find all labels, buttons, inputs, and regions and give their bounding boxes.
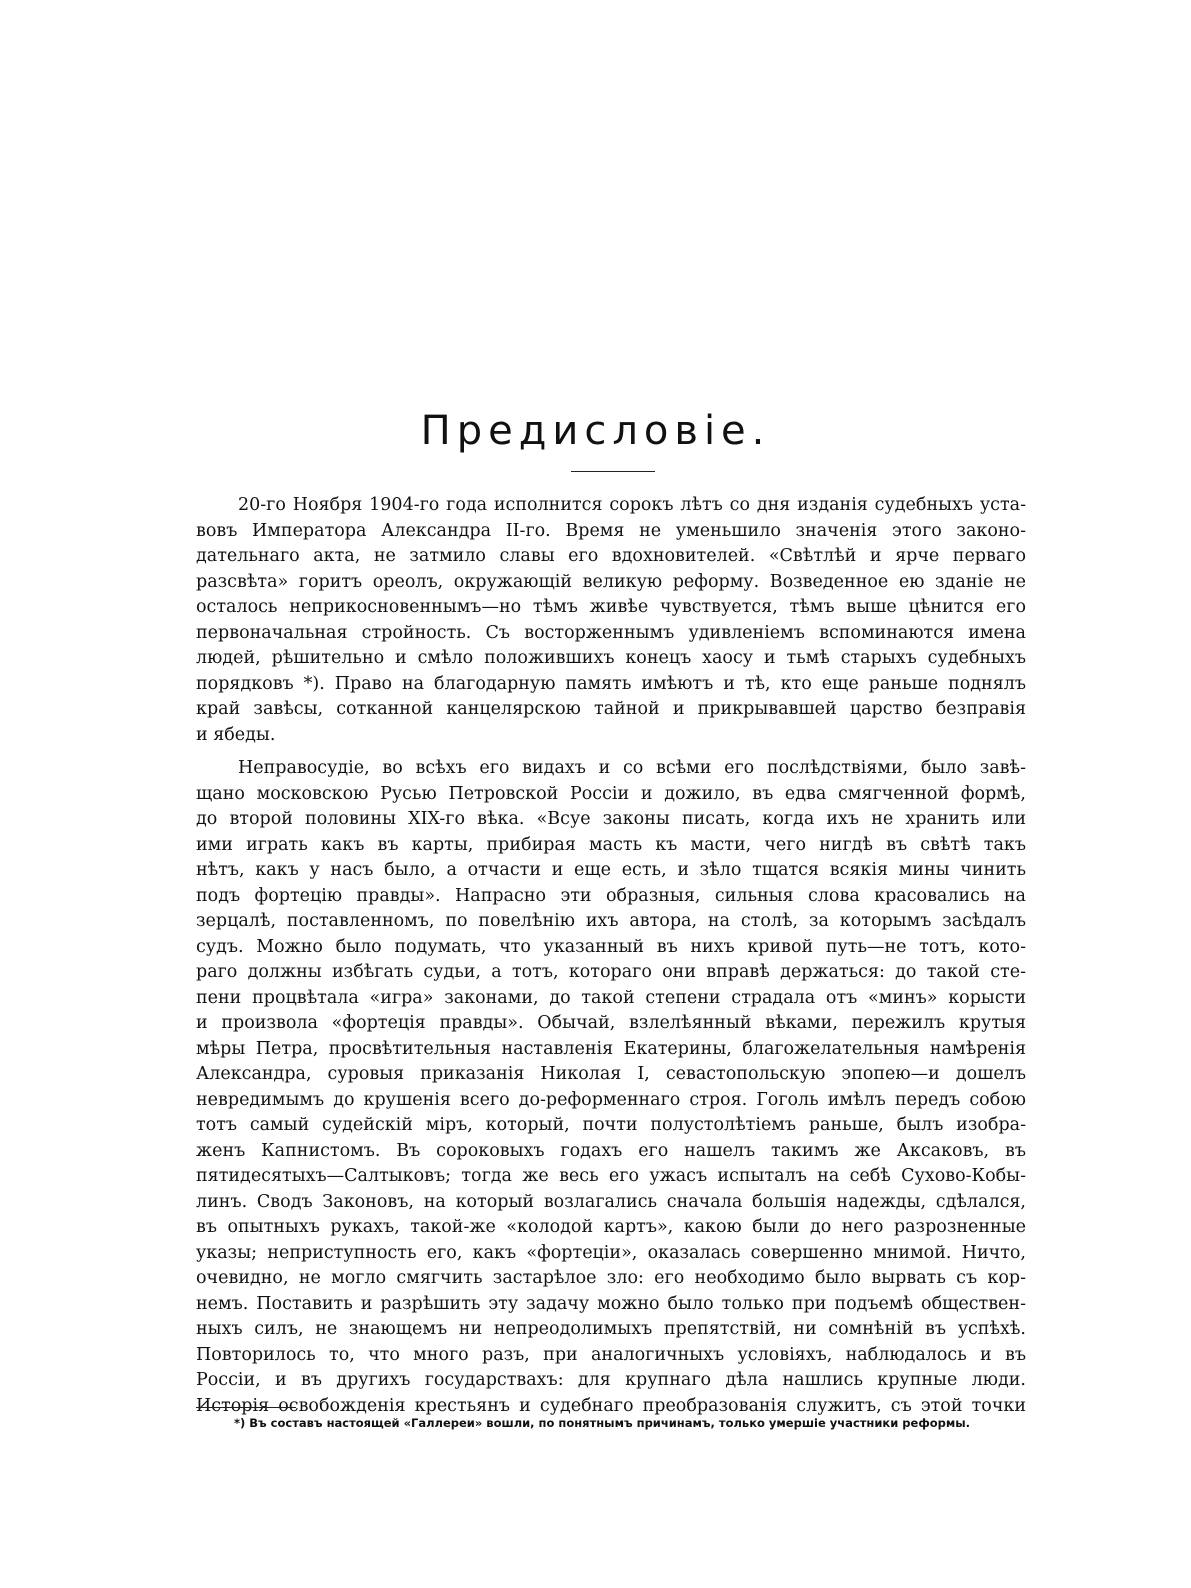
text-line: ими играть какъ въ карты, прибирая масть къ масти, чего нигдѣ въ свѣтѣ такъ xyxy=(196,834,1026,855)
text-line: судъ. Можно было подумать, что указанный въ нихъ кривой путь—не тотъ, кото- xyxy=(196,936,1026,957)
text-line: до второй половины XIX-го вѣка. «Всуе законы писать, когда ихъ не хранить или xyxy=(196,809,1026,829)
page-title: Предисловіе. xyxy=(420,408,771,454)
text-line: Россіи, и въ другихъ государствахъ: для крупнаго дѣла нашлись крупные люди. xyxy=(196,1370,1026,1390)
text-line: пени процвѣтала «игра» законами, до такой степени страдала отъ «минъ» корысти xyxy=(196,987,1026,1008)
text-line: раго должны избѣгать судьи, а тотъ, котораго они вправѣ держаться: до такой сте- xyxy=(196,962,1026,982)
text-line: очевидно, не могло смягчить застарѣлое зло: его необходимо было вырвать съ кор- xyxy=(196,1268,1026,1288)
text-line: людей, рѣшительно и смѣло положившихъ конецъ хаосу и тьмѣ старыхъ судебныхъ xyxy=(196,648,1026,668)
text-line: и ябеды. xyxy=(196,724,276,745)
text-line: Александра, суровыя приказанія Николая I, севастопольскую эпопею—и дошелъ xyxy=(196,1064,1026,1084)
text-line: первоначальная стройность. Съ восторженнымъ удивленіемъ вспоминаются имена xyxy=(196,622,1026,643)
text-line: нѣтъ, какъ у насъ было, а отчасти и еще есть, и зѣло тщатся всякія мины чинить xyxy=(196,860,1026,880)
text-line: 20-го Ноября 1904-го года исполнится сорокъ лѣтъ со дня изданія судебныхъ уста- xyxy=(238,495,1026,515)
text-line: зерцалѣ, поставленномъ, по повелѣнію ихъ автора, на столѣ, за которымъ засѣдалъ xyxy=(196,911,1026,931)
text-line: въ опытныхъ рукахъ, такой-же «колодой картъ», какою были до него разрозненные xyxy=(196,1217,1026,1237)
text-line: невредимымъ до крушенія всего до-реформеннаго строя. Гоголь имѣлъ передъ собою xyxy=(196,1089,1026,1110)
paragraph-gap xyxy=(196,748,1026,756)
text-line: край завѣсы, сотканной канцелярскою тайной и прикрывавшей царство безправія xyxy=(196,699,1026,719)
text-line: Неправосудіе, во всѣхъ его видахъ и со всѣми его послѣдствіями, было завѣ- xyxy=(238,758,1026,778)
text-line: и произвола «фортеція правды». Обычай, взлелѣянный вѣками, пережилъ крутыя xyxy=(196,1013,1026,1033)
text-line: порядковъ *). Право на благодарную память имѣютъ и тѣ, кто еще раньше поднялъ xyxy=(196,673,1026,694)
footnote-divider xyxy=(196,1407,296,1408)
text-line: щано московскою Русью Петровской Россіи и дожило, въ едва смягченной формѣ, xyxy=(196,783,1026,804)
text-line: пятидесятыхъ—Салтыковъ; тогда же весь его ужасъ испыталъ на себѣ Сухово-Кобы- xyxy=(196,1166,1026,1186)
text-line: мѣры Петра, просвѣтительныя наставленія Екатерины, благожелательныя намѣренія xyxy=(196,1038,1026,1059)
text-line: осталось неприкосновеннымъ—но тѣмъ живѣе чувствуется, тѣмъ выше цѣнится его xyxy=(196,597,1026,617)
text-line: подъ фортецію правды». Напрасно эти образныя, сильныя слова красовались на xyxy=(196,885,1026,906)
text-line: немъ. Поставить и разрѣшить эту задачу можно было только при подъемѣ обществен- xyxy=(196,1293,1026,1314)
text-line: указы; неприступность его, какъ «фортеціи», оказалась совершенно мнимой. Ничто, xyxy=(196,1242,1026,1263)
text-line: дательнаго акта, не затмило славы его вдохновителей. «Свѣтлѣй и ярче перваго xyxy=(196,546,1026,566)
text-line: разсвѣта» горитъ ореолъ, окружающій великую реформу. Возведенное ею зданіе не xyxy=(196,571,1026,592)
text-line: Повторилось то, что много разъ, при аналогичныхъ условіяхъ, наблюдалось и въ xyxy=(196,1344,1026,1365)
text-line: тотъ самый судейскій міръ, который, почти полустолѣтіемъ раньше, былъ изобра- xyxy=(196,1115,1026,1135)
footnote: *) Въ составъ настоящей «Галлереи» вошли, по понятнымъ причинамъ, только умершіе участники реформы. xyxy=(234,1416,971,1430)
text-line: женъ Капнистомъ. Въ сороковыхъ годахъ его нашелъ такимъ же Аксаковъ, въ xyxy=(196,1140,1026,1161)
text-line: линъ. Сводъ Законовъ, на который возлагались сначала большія надежды, сдѣлался, xyxy=(196,1191,1026,1212)
title-divider xyxy=(571,471,655,472)
text-line: вовъ Императора Александра II-го. Время не уменьшило значенія этого законо- xyxy=(196,520,1026,541)
text-line: ныхъ силъ, не знающемъ ни непреодолимыхъ препятствій, ни сомнѣній въ успѣхѣ. xyxy=(196,1319,1026,1339)
text-line: Исторія освобожденія крестьянъ и судебнаго преобразованія служитъ, съ этой точки xyxy=(196,1395,1026,1416)
body-text xyxy=(196,493,1026,1419)
